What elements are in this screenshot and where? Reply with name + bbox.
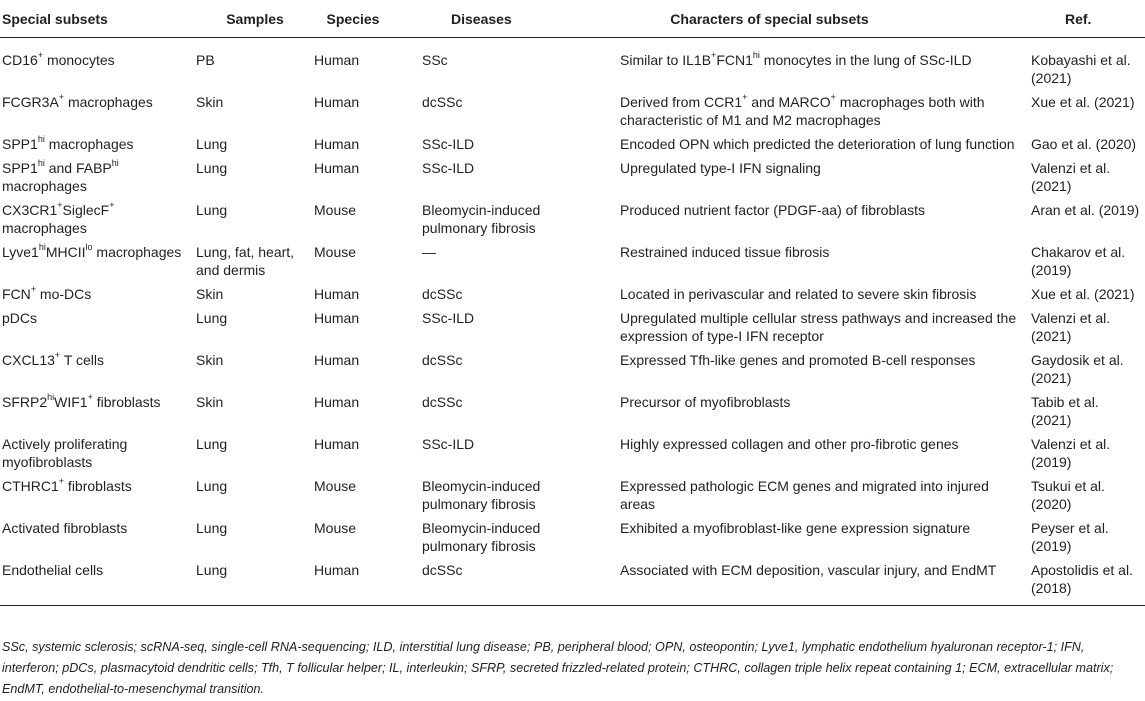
text-run: Expressed Tfh-like genes and promoted B-cell responses: [620, 351, 976, 368]
table-row: [0, 90, 1145, 132]
text-run: CTHRC1: [2, 477, 59, 494]
superscript: +: [57, 199, 63, 210]
superscript: +: [54, 349, 61, 360]
cell-character: [612, 558, 1027, 606]
superscript: hi: [752, 49, 760, 60]
cell-disease: SSc: [422, 51, 448, 68]
cell-disease: Bleomycin-induced pulmonary fibrosis: [422, 477, 541, 512]
text-run: T cells: [60, 351, 105, 368]
superscript: hi: [37, 157, 45, 168]
cell-ref: Kobayashi et al. (2021): [1031, 51, 1131, 86]
text-run: and MARCO: [747, 93, 831, 110]
text-run: SPP1: [2, 135, 38, 152]
cell-ref: Apostolidis et al. (2018): [1027, 558, 1145, 606]
cell-disease: dcSSc: [392, 558, 612, 606]
cell-ref: Valenzi et al. (2019): [1031, 435, 1111, 470]
text-run: Similar to IL1B: [620, 51, 712, 68]
text-run: Endothelial cells: [2, 561, 104, 578]
cell-species: Mouse: [314, 243, 357, 260]
table-row: [0, 240, 1145, 282]
text-run: FCN: [2, 285, 31, 302]
cell-character: [612, 474, 1027, 516]
cell-character: [612, 390, 1027, 432]
text-run: Actively proliferating myofibroblasts: [2, 435, 128, 470]
text-run: macrophages: [2, 219, 87, 236]
text-run: Produced nutrient factor (PDGF-aa) of fibroblasts: [620, 201, 926, 218]
cell-ref: Aran et al. (2019): [1031, 201, 1140, 218]
cell-character: [612, 348, 1027, 390]
cell-sample: Lung: [196, 477, 228, 494]
cell-sample: Lung: [196, 201, 228, 218]
cell-disease: dcSSc: [422, 93, 463, 110]
text-run: FCGR3A: [2, 93, 59, 110]
cell-species: Human: [314, 435, 360, 452]
cell-disease: dcSSc: [422, 393, 463, 410]
header-diseases: Diseases: [392, 0, 612, 37]
cell-sample: Lung, fat, heart, and dermis: [196, 243, 295, 278]
cell-character: [612, 432, 1027, 474]
cell-ref: Tabib et al. (2021): [1031, 393, 1099, 428]
cell-subset: [0, 390, 196, 432]
header-ref: Ref.: [1027, 0, 1145, 37]
table-row: [0, 156, 1145, 198]
cell-sample: Skin: [196, 351, 224, 368]
table-row: [0, 390, 1145, 432]
cell-species: Mouse: [314, 477, 357, 494]
cell-disease: dcSSc: [422, 351, 463, 368]
cell-sample: Lung: [196, 435, 228, 452]
text-run: Exhibited a myofibroblast-like gene expression signature: [620, 519, 971, 536]
cell-disease: SSc-ILD: [422, 159, 475, 176]
text-run: macrophages: [92, 243, 182, 260]
cell-sample: Lung: [196, 558, 314, 606]
cell-character: [612, 198, 1027, 240]
table-body: [0, 37, 1145, 605]
cell-species: Human: [314, 558, 392, 606]
text-run: Located in perivascular and related to severe skin fibrosis: [620, 285, 977, 302]
cell-character: [612, 240, 1027, 282]
superscript: +: [30, 283, 37, 294]
table-row: [0, 348, 1145, 390]
text-run: fibroblasts: [92, 393, 161, 410]
text-run: FCN1: [716, 51, 753, 68]
text-run: Derived from CCR1: [620, 93, 743, 110]
text-run: CD16: [2, 51, 38, 68]
table-row: [0, 37, 1145, 90]
text-run: macrophages both with characteristic of M1 and M2 macrophages: [620, 93, 985, 128]
text-run: CXCL13: [2, 351, 55, 368]
cell-disease: dcSSc: [422, 285, 463, 302]
cell-subset: [0, 306, 196, 348]
cell-ref: Valenzi et al. (2021): [1031, 159, 1111, 194]
text-run: Precursor of myofibroblasts: [620, 393, 791, 410]
text-run: and FABP: [44, 159, 112, 176]
cell-disease: Bleomycin-induced pulmonary fibrosis: [422, 201, 541, 236]
superscript: +: [58, 475, 65, 486]
superscript: +: [830, 91, 836, 102]
superscript: +: [711, 49, 717, 60]
text-run: monocytes: [43, 51, 115, 68]
cell-subset: [0, 282, 196, 306]
superscript: hi: [47, 391, 55, 402]
cell-character: [612, 90, 1027, 132]
table-row: [0, 306, 1145, 348]
cell-species: Human: [314, 135, 360, 152]
cell-sample: Skin: [196, 393, 224, 410]
cell-ref: Gao et al. (2020): [1031, 135, 1137, 152]
cell-species: Human: [314, 351, 360, 368]
text-run: macrophages: [64, 93, 153, 110]
cell-subset: [0, 198, 196, 240]
text-run: macrophages: [44, 135, 134, 152]
text-run: SiglecF: [62, 201, 110, 218]
table-row: [0, 132, 1145, 156]
text-run: Encoded OPN which predicted the deterioration of lung function: [620, 135, 1015, 152]
header-row: [0, 0, 1145, 37]
cell-subset: [0, 156, 196, 198]
cell-character: [612, 132, 1027, 156]
cell-subset: [0, 432, 196, 474]
table-row: [0, 198, 1145, 240]
cell-character: [612, 282, 1027, 306]
cell-sample: Skin: [196, 93, 224, 110]
cell-subset: [0, 474, 196, 516]
cell-species: Human: [314, 159, 360, 176]
cell-subset: [0, 240, 196, 282]
table-row: [0, 558, 1145, 606]
cell-subset: [0, 558, 196, 606]
cell-ref: Valenzi et al. (2021): [1031, 309, 1111, 344]
text-run: mo-DCs: [36, 285, 92, 302]
table-row: [0, 474, 1145, 516]
text-run: Lyve1: [2, 243, 39, 260]
cell-sample: Lung: [196, 309, 228, 326]
cell-species: Human: [314, 309, 360, 326]
superscript: hi: [37, 133, 45, 144]
cell-character: [612, 156, 1027, 198]
cell-disease: Bleomycin-induced pulmonary fibrosis: [422, 519, 541, 554]
text-run: Expressed pathologic ECM genes and migrated into injured areas: [620, 477, 989, 512]
header-special-subsets: Special subsets: [0, 0, 196, 37]
cell-subset: [0, 90, 196, 132]
text-run: macrophages: [2, 177, 87, 194]
cell-ref: Gaydosik et al. (2021): [1031, 351, 1124, 386]
cell-ref: Xue et al. (2021): [1031, 285, 1135, 302]
table-row: [0, 516, 1145, 558]
cell-species: Human: [314, 51, 360, 68]
cell-sample: Lung: [196, 135, 228, 152]
superscript: hi: [38, 241, 46, 252]
cell-species: Mouse: [314, 201, 357, 218]
text-run: Upregulated multiple cellular stress pathways and increased the expression of type-I IFN receptor: [620, 309, 1017, 344]
text-run: pDCs: [2, 309, 38, 326]
cell-sample: Lung: [196, 159, 228, 176]
text-run: Activated fibroblasts: [2, 519, 128, 536]
header-samples: Samples: [196, 0, 314, 37]
text-run: fibroblasts: [64, 477, 132, 494]
cell-subset: [0, 37, 196, 90]
table-row: [0, 282, 1145, 306]
text-run: Highly expressed collagen and other pro-fibrotic genes: [620, 435, 959, 452]
cell-disease: SSc-ILD: [422, 135, 475, 152]
text-run: SPP1: [2, 159, 38, 176]
cell-sample: Lung: [196, 519, 228, 536]
text-run: MHCII: [45, 243, 86, 260]
cell-ref: Tsukui et al. (2020): [1031, 477, 1105, 512]
superscript: +: [742, 91, 748, 102]
cell-disease: SSc-ILD: [422, 309, 475, 326]
text-run: monocytes in the lung of SSc-ILD: [759, 51, 972, 68]
text-run: Upregulated type-I IFN signaling: [620, 159, 821, 176]
cell-disease: SSc-ILD: [422, 435, 475, 452]
table-footnote: SSc, systemic sclerosis; scRNA-seq, single-cell RNA-sequencing; ILD, interstitial lung disease; PB, peripheral blood; OPN, osteopontin; Lyve1, lymphatic endothelium hyaluronan receptor-1; IFN, interferon; pDCs, plasmacytoid dendritic cells; Tfh, T follicular helper; IL, interleukin; SFRP, secreted frizzled-related protein; CTHRC, collagen triple helix repeat containing 1; ECM, extracellular matrix; EndMT, endothelial-to-mesenchymal transition.: [2, 640, 1114, 696]
superscript: +: [87, 391, 93, 402]
superscript: +: [58, 91, 65, 102]
cell-character: [612, 37, 1027, 90]
cell-sample: PB: [196, 51, 215, 68]
text-run: SFRP2: [2, 393, 48, 410]
cell-disease: —: [422, 243, 436, 260]
cell-character: [612, 516, 1027, 558]
cell-species: Human: [314, 393, 360, 410]
cell-species: Mouse: [314, 519, 357, 536]
superscript: lo: [85, 241, 93, 252]
text-run: Restrained induced tissue fibrosis: [620, 243, 830, 260]
superscript: hi: [111, 157, 119, 168]
superscript: +: [109, 199, 115, 210]
text-run: WIF1: [54, 393, 88, 410]
cell-ref: Chakarov et al. (2019): [1031, 243, 1126, 278]
cell-ref: Peyser et al. (2019): [1031, 519, 1109, 554]
cell-species: Human: [314, 285, 360, 302]
cell-species: Human: [314, 93, 360, 110]
cell-subset: [0, 516, 196, 558]
text-run: CX3CR1: [2, 201, 58, 218]
header-characters: Characters of special subsets: [612, 0, 1027, 37]
cell-character: [612, 306, 1027, 348]
header-species: Species: [314, 0, 392, 37]
cell-sample: Skin: [196, 285, 224, 302]
cell-subset: [0, 348, 196, 390]
cell-ref: Xue et al. (2021): [1031, 93, 1135, 110]
table-row: [0, 432, 1145, 474]
cell-subset: [0, 132, 196, 156]
superscript: +: [37, 49, 44, 60]
text-run: Associated with ECM deposition, vascular injury, and EndMT: [620, 561, 997, 578]
